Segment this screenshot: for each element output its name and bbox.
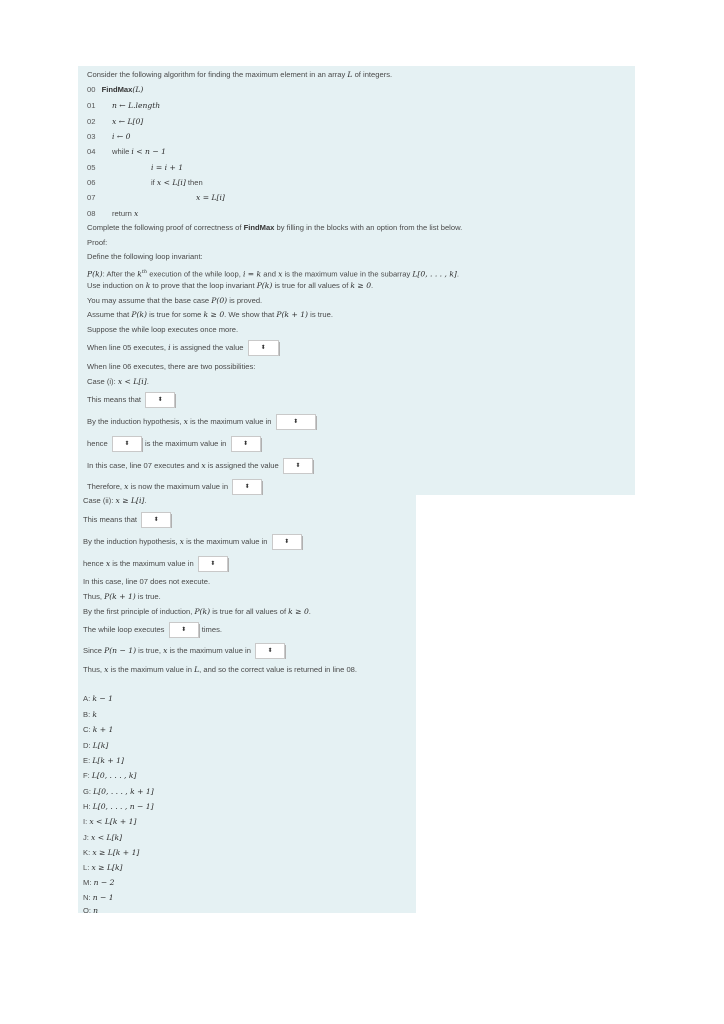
since-row: Since P(n − 1) is true, x is the maximum value in ⬍ bbox=[83, 643, 286, 659]
case2-ih-dropdown[interactable]: ⬍ bbox=[272, 534, 302, 550]
option-a: A: k − 1 bbox=[83, 694, 113, 703]
case1-ih-dropdown[interactable]: ⬍ bbox=[276, 414, 316, 430]
algo-line-02-code: x ← L[0] bbox=[112, 117, 144, 126]
option-n: N: n − 1 bbox=[83, 893, 114, 902]
final-text: Thus, x is the maximum value in L, and so the correct value is returned in line 08. bbox=[83, 665, 357, 674]
case2-hence-dropdown[interactable]: ⬍ bbox=[198, 556, 228, 572]
thus-text: Thus, P(k + 1) is true. bbox=[83, 592, 161, 601]
suppose-text: Suppose the while loop executes once more. bbox=[87, 325, 239, 334]
algo-line-04: 04 bbox=[87, 147, 96, 156]
option-b: B: k bbox=[83, 710, 97, 719]
case1-therefore-dropdown[interactable]: ⬍ bbox=[232, 479, 262, 495]
assume-text: Assume that P(k) is true for some k ≥ 0. We show that P(k + 1) is true. bbox=[87, 310, 333, 319]
case1-hence-range-dropdown[interactable]: ⬍ bbox=[231, 436, 261, 452]
option-e: E: L[k + 1] bbox=[83, 756, 124, 765]
algo-line-08-code: return x bbox=[112, 209, 139, 218]
option-g: G: L[0, . . . , k + 1] bbox=[83, 787, 154, 796]
case1-therefore-row: Therefore, x is now the maximum value in ⬍ bbox=[87, 479, 263, 495]
no-line07-text: In this case, line 07 does not execute. bbox=[83, 577, 211, 586]
case1-hence-dropdown[interactable]: ⬍ bbox=[112, 436, 142, 452]
case1-line07-dropdown[interactable]: ⬍ bbox=[283, 458, 313, 474]
option-o: O: n bbox=[83, 906, 99, 915]
option-k: K: x ≥ L[k + 1] bbox=[83, 848, 140, 857]
case2-means-dropdown[interactable]: ⬍ bbox=[141, 512, 171, 528]
loop-executes-row: The while loop executes ⬍ times. bbox=[83, 622, 222, 638]
algo-line-02: 02 bbox=[87, 117, 96, 126]
option-j: J: x < L[k] bbox=[83, 833, 123, 842]
algo-line-04-code: while i < n − 1 bbox=[112, 147, 166, 156]
base-case-text: You may assume that the base case P(0) is proved. bbox=[87, 296, 263, 305]
algo-header: 00 FindMax(L) bbox=[87, 85, 144, 94]
case2-ih-row: By the induction hypothesis, x is the maximum value in ⬍ bbox=[83, 534, 303, 550]
line05-row: When line 05 executes, i is assigned the value ⬍ bbox=[87, 340, 280, 356]
algo-line-01: 01 bbox=[87, 101, 96, 110]
case2-hence-row: hence x is the maximum value in ⬍ bbox=[83, 556, 229, 572]
option-f: F: L[0, . . . , k] bbox=[83, 771, 137, 780]
loop-times-dropdown[interactable]: ⬍ bbox=[169, 622, 199, 638]
option-i: I: x < L[k + 1] bbox=[83, 817, 137, 826]
case2-means-row: This means that ⬍ bbox=[83, 512, 172, 528]
define-text: Define the following loop invariant: bbox=[87, 252, 203, 261]
algo-line-03-code: i ← 0 bbox=[112, 132, 131, 141]
line05-value-dropdown[interactable]: ⬍ bbox=[248, 340, 279, 356]
algo-line-06-code: if x < L[i] then bbox=[151, 178, 203, 187]
case-2-label: Case (ii): x ≥ L[i]. bbox=[83, 496, 147, 505]
algo-line-06: 06 bbox=[87, 178, 96, 187]
induction-text: Use induction on k to prove that the loop invariant P(k) is true for all values of k ≥ 0. bbox=[87, 281, 374, 290]
case1-ih-row: By the induction hypothesis, x is the maximum value in ⬍ bbox=[87, 414, 317, 430]
case1-hence-row: hence ⬍ is the maximum value in ⬍ bbox=[87, 436, 262, 452]
algo-line-05: 05 bbox=[87, 163, 96, 172]
case1-means-dropdown[interactable]: ⬍ bbox=[145, 392, 175, 408]
algo-line-05-code: i = i + 1 bbox=[151, 163, 184, 172]
option-l: L: x ≥ L[k] bbox=[83, 863, 123, 872]
option-m: M: n − 2 bbox=[83, 878, 115, 887]
case1-means-row: This means that ⬍ bbox=[87, 392, 176, 408]
option-c: C: k + 1 bbox=[83, 725, 114, 734]
case1-line07-row: In this case, line 07 executes and x is assigned the value ⬍ bbox=[87, 458, 314, 474]
algo-line-07: 07 bbox=[87, 193, 96, 202]
case-1-label: Case (i): x < L[i]. bbox=[87, 377, 149, 386]
instructions: Complete the following proof of correctness of FindMax by filling in the blocks with an option from the list below. bbox=[87, 223, 463, 232]
first-principle-text: By the first principle of induction, P(k) is true for all values of k ≥ 0. bbox=[83, 607, 311, 616]
since-range-dropdown[interactable]: ⬍ bbox=[255, 643, 285, 659]
algo-line-08: 08 bbox=[87, 209, 96, 218]
intro-text: Consider the following algorithm for finding the maximum element in an array L of integers. bbox=[87, 70, 393, 79]
option-d: D: L[k] bbox=[83, 741, 109, 750]
algo-line-07-code: x = L[i] bbox=[196, 193, 225, 202]
algo-line-01-code: n ← L.length bbox=[112, 101, 161, 110]
line06-text: When line 06 executes, there are two possibilities: bbox=[87, 362, 256, 371]
option-h: H: L[0, . . . , n − 1] bbox=[83, 802, 154, 811]
loop-invariant: P(k): After the $k^{th}$ execution of the while loop, i = k and x is the maximum value in the subarray L[0, . . . , k]. bbox=[87, 269, 460, 279]
algo-line-03: 03 bbox=[87, 132, 96, 141]
proof-label: Proof: bbox=[87, 238, 108, 247]
